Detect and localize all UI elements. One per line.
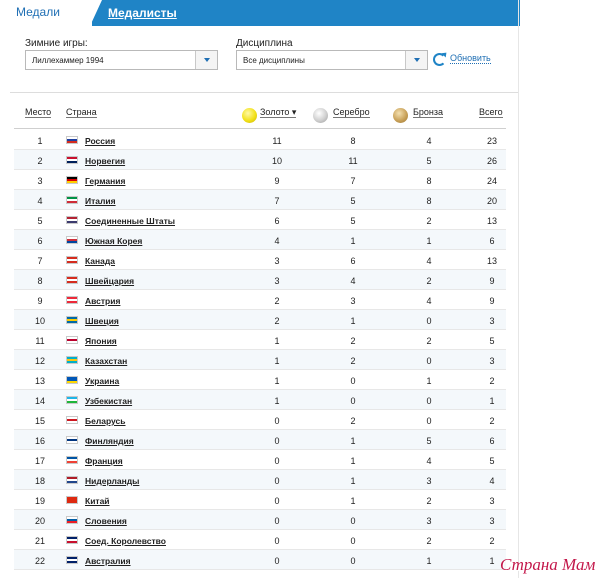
flag-icon — [66, 256, 78, 264]
header-bronze[interactable] — [413, 107, 443, 125]
country-link[interactable]: Австрия — [85, 296, 121, 306]
table-row — [14, 250, 506, 270]
flag-icon — [66, 416, 78, 424]
bronze-cell: 8 — [426, 176, 432, 186]
refresh-button[interactable]: Обновить — [450, 53, 491, 63]
place-cell: 20 — [34, 516, 45, 526]
silver-cell: 3 — [350, 296, 356, 306]
discipline-select[interactable] — [236, 50, 428, 70]
table-row — [14, 410, 506, 430]
place-cell: 7 — [37, 256, 43, 266]
silver-cell: 7 — [350, 176, 356, 186]
bronze-cell: 1 — [426, 556, 432, 566]
total-cell: 3 — [489, 496, 495, 506]
country-link[interactable]: Казахстан — [85, 356, 128, 366]
total-cell: 3 — [489, 516, 495, 526]
country-link[interactable]: Канада — [85, 256, 116, 266]
gold-cell: 0 — [274, 556, 280, 566]
table-row — [14, 470, 506, 490]
flag-icon — [66, 276, 78, 284]
country-link[interactable]: Узбекистан — [85, 396, 133, 406]
bronze-cell: 4 — [426, 256, 432, 266]
country-link[interactable]: Япония — [85, 336, 117, 346]
table-row — [14, 190, 506, 210]
flag-icon — [66, 176, 78, 184]
refresh-icon[interactable] — [433, 53, 446, 66]
bronze-cell: 0 — [426, 396, 432, 406]
flag-icon — [66, 296, 78, 304]
gold-cell: 1 — [274, 376, 280, 386]
country-link[interactable]: Швейцария — [85, 276, 135, 286]
bronze-cell: 0 — [426, 316, 432, 326]
place-cell: 6 — [37, 236, 43, 246]
total-cell: 20 — [486, 196, 497, 206]
silver-cell: 1 — [350, 316, 356, 326]
bronze-cell: 0 — [426, 356, 432, 366]
gold-cell: 3 — [274, 276, 280, 286]
tab-medalists[interactable]: Медалисты — [108, 6, 177, 20]
flag-icon — [66, 556, 78, 564]
header-country-label: Страна — [66, 107, 97, 117]
gold-cell: 4 — [274, 236, 280, 246]
place-cell: 4 — [37, 196, 43, 206]
flag-icon — [66, 436, 78, 444]
silver-cell: 1 — [350, 496, 356, 506]
gold-cell: 2 — [274, 296, 280, 306]
place-cell: 1 — [37, 136, 43, 146]
flag-icon — [66, 456, 78, 464]
flag-icon — [66, 316, 78, 324]
discipline-label: Дисциплина — [236, 38, 293, 49]
total-cell: 2 — [489, 376, 495, 386]
gold-cell: 0 — [274, 496, 280, 506]
country-link[interactable]: Италия — [85, 196, 116, 206]
header-silver[interactable] — [333, 107, 370, 125]
flag-icon — [66, 216, 78, 224]
country-link[interactable]: Китай — [85, 496, 110, 506]
country-link[interactable]: Австралия — [85, 556, 131, 566]
total-cell: 6 — [489, 236, 495, 246]
silver-cell: 11 — [348, 156, 358, 166]
flag-icon — [66, 536, 78, 544]
place-cell: 11 — [35, 336, 45, 346]
silver-cell: 4 — [350, 276, 356, 286]
country-link[interactable]: Соед. Королевство — [85, 536, 166, 546]
bronze-cell: 2 — [426, 536, 432, 546]
country-link[interactable]: Словения — [85, 516, 127, 526]
gold-cell: 10 — [271, 156, 282, 166]
bronze-cell: 3 — [426, 476, 432, 486]
gold-cell: 7 — [274, 196, 280, 206]
country-link[interactable]: Германия — [85, 176, 126, 186]
place-cell: 19 — [34, 496, 45, 506]
total-cell: 4 — [489, 476, 495, 486]
place-cell: 10 — [34, 316, 45, 326]
bronze-cell: 3 — [426, 516, 432, 526]
total-cell: 23 — [486, 136, 497, 146]
gold-cell: 0 — [274, 536, 280, 546]
table-row — [14, 370, 506, 390]
total-cell: 13 — [486, 216, 497, 226]
table-row — [14, 430, 506, 450]
silver-cell: 0 — [350, 536, 356, 546]
gold-cell: 1 — [274, 336, 280, 346]
header-total[interactable] — [479, 107, 503, 125]
gold-medal-icon — [242, 108, 257, 123]
total-cell: 2 — [489, 536, 495, 546]
place-cell: 3 — [37, 176, 43, 186]
bronze-cell: 2 — [426, 216, 432, 226]
gold-cell: 1 — [274, 396, 280, 406]
place-cell: 18 — [34, 476, 45, 486]
place-cell: 14 — [34, 396, 45, 406]
flag-icon — [66, 336, 78, 344]
flag-icon — [66, 496, 78, 504]
bronze-cell: 4 — [426, 296, 432, 306]
table-row — [14, 530, 506, 550]
table-row — [14, 210, 506, 230]
total-cell: 9 — [489, 276, 495, 286]
header-bronze-label: Бронза — [413, 107, 444, 117]
total-cell: 5 — [489, 456, 495, 466]
games-select-value: Лиллехаммер 1994 — [32, 56, 104, 65]
bronze-cell: 2 — [426, 496, 432, 506]
place-cell: 16 — [34, 436, 45, 446]
bronze-cell: 5 — [426, 156, 432, 166]
bronze-cell: 5 — [426, 436, 432, 446]
gold-cell: 11 — [272, 136, 282, 146]
table-row — [14, 130, 506, 150]
silver-cell: 6 — [350, 256, 356, 266]
silver-medal-icon — [313, 108, 328, 123]
bronze-cell: 1 — [426, 236, 432, 246]
country-link[interactable]: Финляндия — [85, 436, 134, 446]
table-row — [14, 230, 506, 250]
silver-cell: 1 — [350, 436, 356, 446]
silver-cell: 2 — [350, 356, 356, 366]
games-label: Зимние игры: — [25, 38, 88, 49]
header-gold[interactable] — [260, 107, 296, 125]
tab-medals[interactable] — [0, 0, 92, 28]
flag-icon — [66, 476, 78, 484]
medal-table — [14, 130, 506, 570]
place-cell: 15 — [34, 416, 45, 426]
table-row — [14, 490, 506, 510]
bronze-cell: 2 — [426, 336, 432, 346]
flag-icon — [66, 156, 78, 164]
table-row — [14, 150, 506, 170]
total-cell: 1 — [489, 556, 495, 566]
silver-cell: 5 — [350, 216, 356, 226]
country-link[interactable]: Франция — [85, 456, 123, 466]
gold-cell: 0 — [274, 436, 280, 446]
country-link[interactable]: Южная Корея — [85, 236, 143, 246]
country-link[interactable]: Норвегия — [85, 156, 126, 166]
bronze-cell: 2 — [426, 276, 432, 286]
silver-cell: 0 — [350, 516, 356, 526]
total-cell: 1 — [489, 396, 495, 406]
gold-cell: 1 — [274, 356, 280, 366]
header-place[interactable] — [25, 107, 51, 125]
panel-right-border — [518, 0, 519, 578]
table-row — [14, 170, 506, 190]
place-cell: 9 — [37, 296, 43, 306]
bronze-cell: 4 — [426, 456, 432, 466]
place-cell: 12 — [34, 356, 45, 366]
silver-cell: 0 — [350, 396, 356, 406]
total-cell: 13 — [486, 256, 497, 266]
table-row — [14, 390, 506, 410]
silver-cell: 0 — [350, 376, 356, 386]
table-row — [14, 330, 506, 350]
watermark: Страна Мам — [500, 555, 596, 574]
gold-cell: 2 — [274, 316, 280, 326]
flag-icon — [66, 136, 78, 144]
gold-cell: 0 — [274, 456, 280, 466]
silver-cell: 1 — [350, 456, 356, 466]
place-cell: 2 — [37, 156, 43, 166]
flag-icon — [66, 396, 78, 404]
header-divider — [14, 128, 506, 129]
header-country[interactable] — [66, 107, 97, 125]
bronze-medal-icon — [393, 108, 408, 123]
table-row — [14, 270, 506, 290]
flag-icon — [66, 236, 78, 244]
table-row — [14, 510, 506, 530]
header-gold-label: Золото ▾ — [260, 107, 297, 117]
silver-cell: 1 — [350, 476, 356, 486]
header-place-label: Место — [25, 107, 52, 117]
country-link[interactable]: Нидерланды — [85, 476, 140, 486]
total-cell: 6 — [489, 436, 495, 446]
place-cell: 8 — [37, 276, 43, 286]
place-cell: 21 — [34, 536, 45, 546]
country-link[interactable]: Соединенные Штаты — [85, 216, 176, 226]
gold-cell: 6 — [274, 216, 280, 226]
place-cell: 17 — [34, 456, 45, 466]
gold-cell: 0 — [274, 476, 280, 486]
table-row — [14, 450, 506, 470]
table-row — [14, 290, 506, 310]
flag-icon — [66, 516, 78, 524]
silver-cell: 1 — [350, 236, 356, 246]
gold-cell: 0 — [274, 416, 280, 426]
silver-cell: 0 — [350, 556, 356, 566]
gold-cell: 0 — [274, 516, 280, 526]
header-silver-label: Серебро — [333, 107, 370, 117]
flag-icon — [66, 376, 78, 384]
silver-cell: 5 — [350, 196, 356, 206]
games-select[interactable] — [25, 50, 218, 70]
bronze-cell: 4 — [426, 136, 432, 146]
table-row — [14, 550, 506, 570]
country-link[interactable]: Беларусь — [85, 416, 126, 426]
discipline-select-value: Все дисциплины — [243, 56, 305, 65]
silver-cell: 2 — [350, 416, 356, 426]
tab-medals-label: Медали — [16, 5, 60, 19]
flag-icon — [66, 196, 78, 204]
gold-cell: 9 — [274, 176, 280, 186]
total-cell: 5 — [489, 336, 495, 346]
chevron-down-icon[interactable] — [405, 51, 427, 69]
total-cell: 26 — [486, 156, 497, 166]
total-cell: 3 — [489, 316, 495, 326]
bronze-cell: 1 — [426, 376, 432, 386]
flag-icon — [66, 356, 78, 364]
country-link[interactable]: Украина — [85, 376, 120, 386]
filters-divider — [10, 92, 518, 93]
silver-cell: 2 — [350, 336, 356, 346]
table-row — [14, 350, 506, 370]
header-total-label: Всего — [479, 107, 503, 117]
silver-cell: 8 — [350, 136, 356, 146]
place-cell: 13 — [34, 376, 45, 386]
bronze-cell: 0 — [426, 416, 432, 426]
country-link[interactable]: Швеция — [85, 316, 119, 326]
chevron-down-icon[interactable] — [195, 51, 217, 69]
total-cell: 24 — [486, 176, 497, 186]
place-cell: 5 — [37, 216, 43, 226]
total-cell: 9 — [489, 296, 495, 306]
total-cell: 3 — [489, 356, 495, 366]
place-cell: 22 — [34, 556, 45, 566]
gold-cell: 3 — [274, 256, 280, 266]
bronze-cell: 8 — [426, 196, 432, 206]
table-row — [14, 310, 506, 330]
country-link[interactable]: Россия — [85, 136, 116, 146]
total-cell: 2 — [489, 416, 495, 426]
